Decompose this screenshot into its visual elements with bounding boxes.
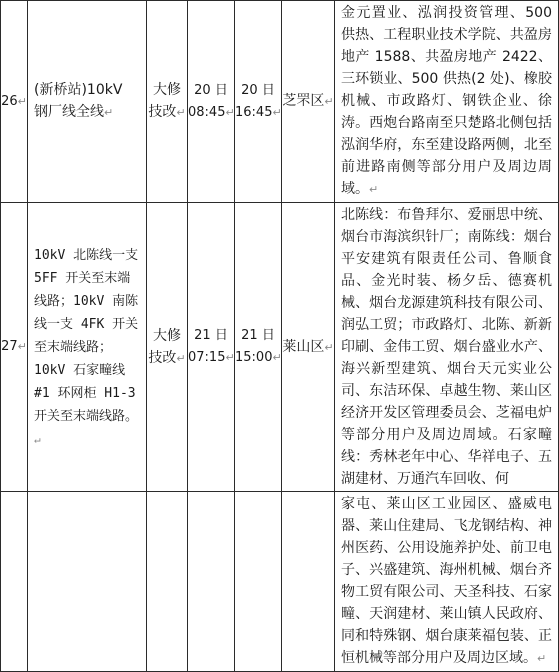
table-row [1, 1, 559, 203]
start-time [188, 492, 235, 672]
district [282, 492, 335, 672]
end-time: 21 日 15:00↵ [235, 203, 282, 492]
affected-area: 家屯、莱山区工业园区、盛威电器、莱山住建局、飞龙钢结构、神州医药、公用设施养护处、前卫电子、兴盛建筑、海州机械、烟台齐物工贸有限公司、天圣科技、石家疃、天润建材、莱山镇人民政府、同和特殊钢、烟台康莱福包装、正恒机械等部分用户及周边区域。↵ [335, 492, 559, 672]
work-type: 大修技改↵ [147, 203, 188, 492]
work-type [147, 492, 188, 672]
line-name: 10kV 北陈线一支 5FF 开关至末端线路；10kV 南陈线一支 4FK 开关至末端线路；10kV 石家疃线#1 环网柜 H1-3 开关至末端线路。↵ [28, 203, 147, 492]
affected-area: 北陈线：布鲁拜尔、爱丽思中统、烟台市海滨织针厂；南陈线：烟台平安建筑有限责任公司、鲁顺食品、金光时装、杨夕岳、德赛机械、烟台龙源建筑科技有限公司、润弘工贸；市政路灯、北陈、新新印刷、金伟工贸、烟台盛业水产、海兴新型建筑、烟台天元实业公司、东洁环保、卓越生物、莱山区经济开发区管理委员会、芝福电炉等部分用户及周边周域。石家疃线：秀林老年中心、华祥电子、五湖建材、万通汽车回收、何 [335, 203, 559, 492]
table-row [1, 203, 559, 492]
row-number: 27↵ [1, 203, 28, 492]
row-number [1, 492, 28, 672]
affected-area: 金元置业、泓润投资管理、500 供热、工程职业技术学院、共盈房地产 1588、共盈房地产 2422、三环锁业、500 供热(2 处)、橡胶机械、市政路灯、钢铁企业、徐涛。西炮台路南至只楚路北侧包括泓润华府，东至建设路两侧，北至前进路南侧等部分用户及周边周域。↵ [335, 1, 559, 203]
work-type: 大修技改↵ [147, 1, 188, 203]
line-name [28, 492, 147, 672]
district: 莱山区↵ [282, 203, 335, 492]
start-time: 20 日 08:45↵ [188, 1, 235, 203]
end-time [235, 492, 282, 672]
end-time: 20 日 16:45↵ [235, 1, 282, 203]
district: 芝罘区↵ [282, 1, 335, 203]
row-number: 26↵ [1, 1, 28, 203]
start-time: 21 日 07:15↵ [188, 203, 235, 492]
line-name: (新桥站)10kV 钢厂线全线↵ [28, 1, 147, 203]
table-row [1, 492, 559, 672]
